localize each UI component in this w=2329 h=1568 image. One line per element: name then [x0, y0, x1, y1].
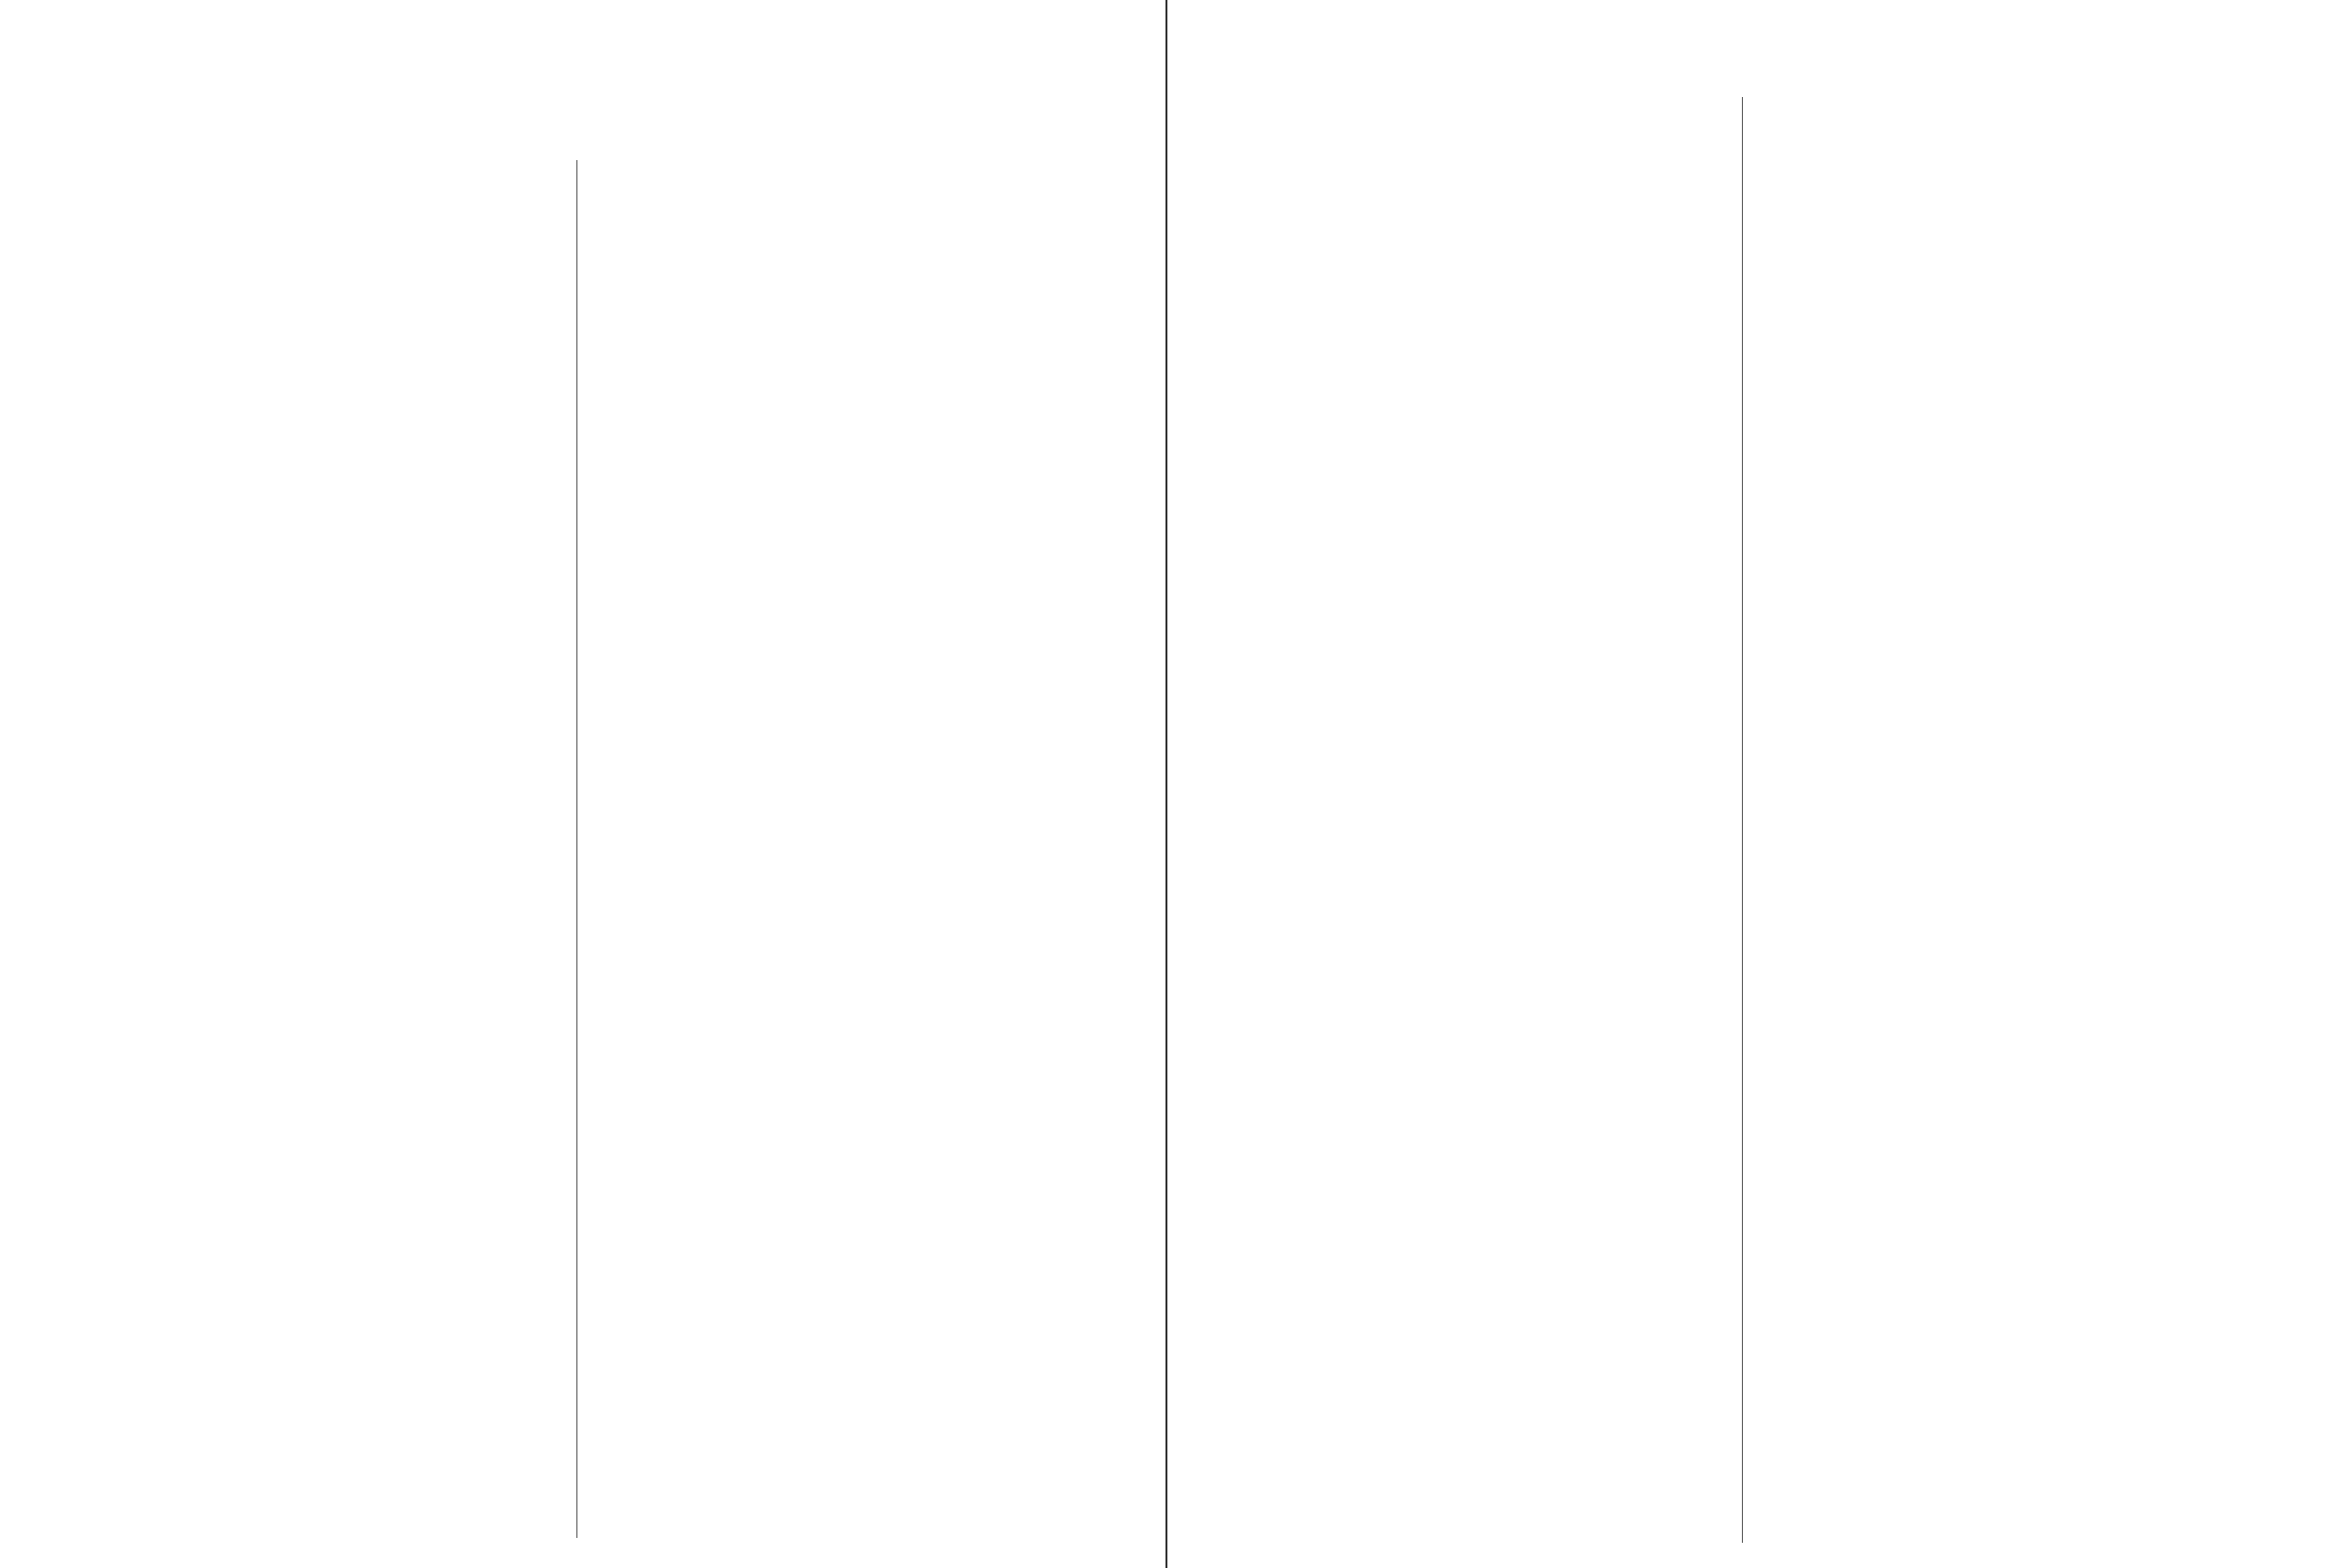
column-rule [576, 160, 577, 1538]
column-1 [45, 163, 569, 192]
column-rule [1742, 97, 1743, 1543]
column-3 [1209, 93, 1733, 122]
column-4 [1756, 93, 2280, 122]
column-2 [592, 160, 1116, 189]
page-divider [1165, 0, 1167, 1568]
